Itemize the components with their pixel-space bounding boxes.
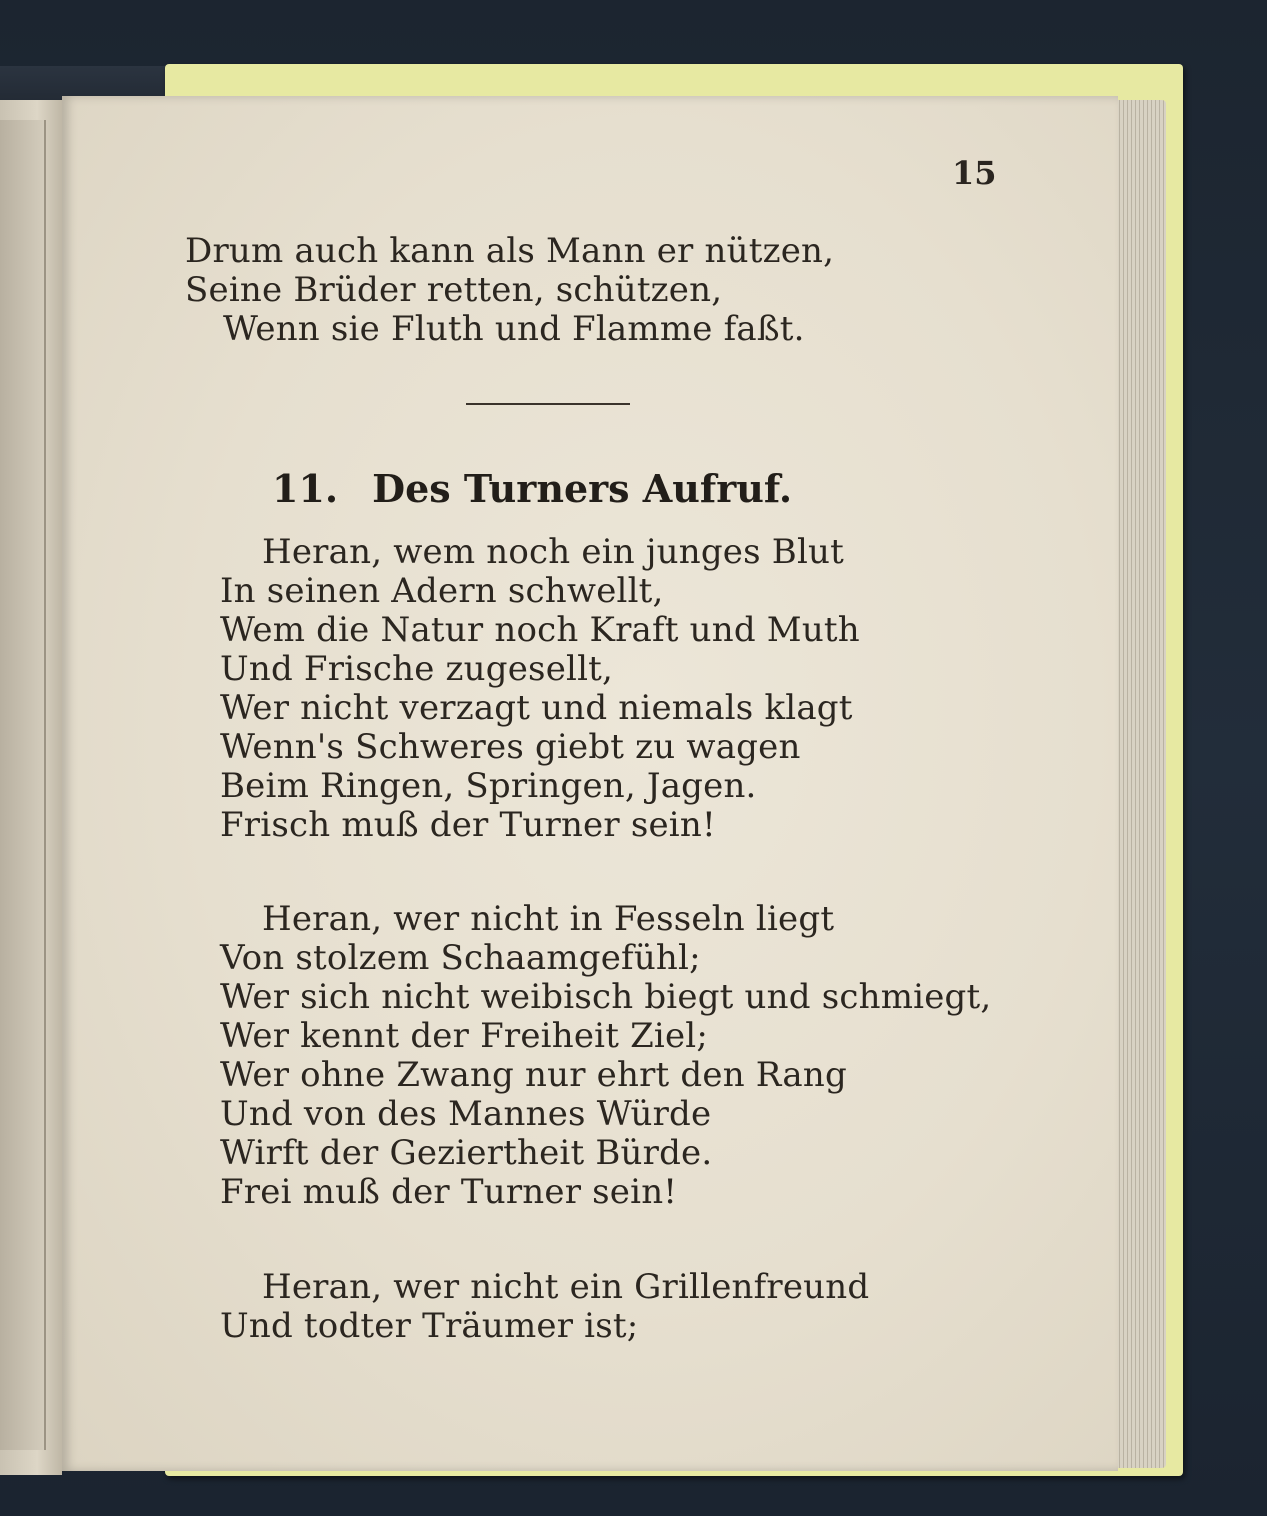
verse-line: Und Frische zugesellt, [220, 649, 614, 689]
verse-line: Heran, wer nicht ein Grillenfreund [262, 1267, 870, 1307]
stanza-2 [220, 900, 991, 1212]
stanza-1 [220, 533, 860, 845]
verse-line: Beim Ringen, Springen, Jagen. [220, 766, 757, 806]
verse-line: Seine Brüder retten, schützen, [185, 270, 723, 310]
poem-heading [272, 466, 792, 511]
verse-line: Wer kennt der Freiheit Ziel; [220, 1016, 709, 1056]
verse-line: Und todter Träumer ist; [220, 1306, 639, 1346]
verse-line: Frisch muß der Turner sein! [220, 805, 716, 845]
verse-line: Wer ohne Zwang nur ehrt den Rang [220, 1055, 847, 1095]
verse-line: Heran, wem noch ein junges Blut [262, 532, 844, 572]
verse-line: Heran, wer nicht in Fesseln liegt [262, 899, 835, 939]
verse-line: In seinen Adern schwellt, [220, 571, 664, 611]
verse-line: Wirft der Geziertheit Bürde. [220, 1133, 713, 1173]
verse-line: Wenn sie Fluth und Flamme faßt. [223, 309, 805, 349]
poem-number: 11. [272, 466, 339, 511]
stanza-3 [220, 1268, 869, 1346]
page-number: 15 [952, 154, 997, 192]
verse-line: Frei muß der Turner sein! [220, 1172, 678, 1212]
verse-line: Wer nicht verzagt und niemals klagt [220, 688, 853, 728]
verse-line: Wer sich nicht weibisch biegt und schmiegt, [220, 977, 992, 1017]
section-divider [466, 403, 630, 405]
verse-line: Von stolzem Schaamgefühl; [220, 938, 701, 978]
verse-line: Drum auch kann als Mann er nützen, [185, 231, 835, 271]
verse-line: Wem die Natur noch Kraft und Muth [220, 610, 860, 650]
verse-line: Wenn's Schweres giebt zu wagen [220, 727, 801, 767]
poem-title: Des Turners Aufruf. [372, 466, 793, 511]
left-page-gutter [0, 120, 46, 1450]
stanza-continuation [185, 232, 834, 349]
verse-line: Und von des Mannes Würde [220, 1094, 712, 1134]
